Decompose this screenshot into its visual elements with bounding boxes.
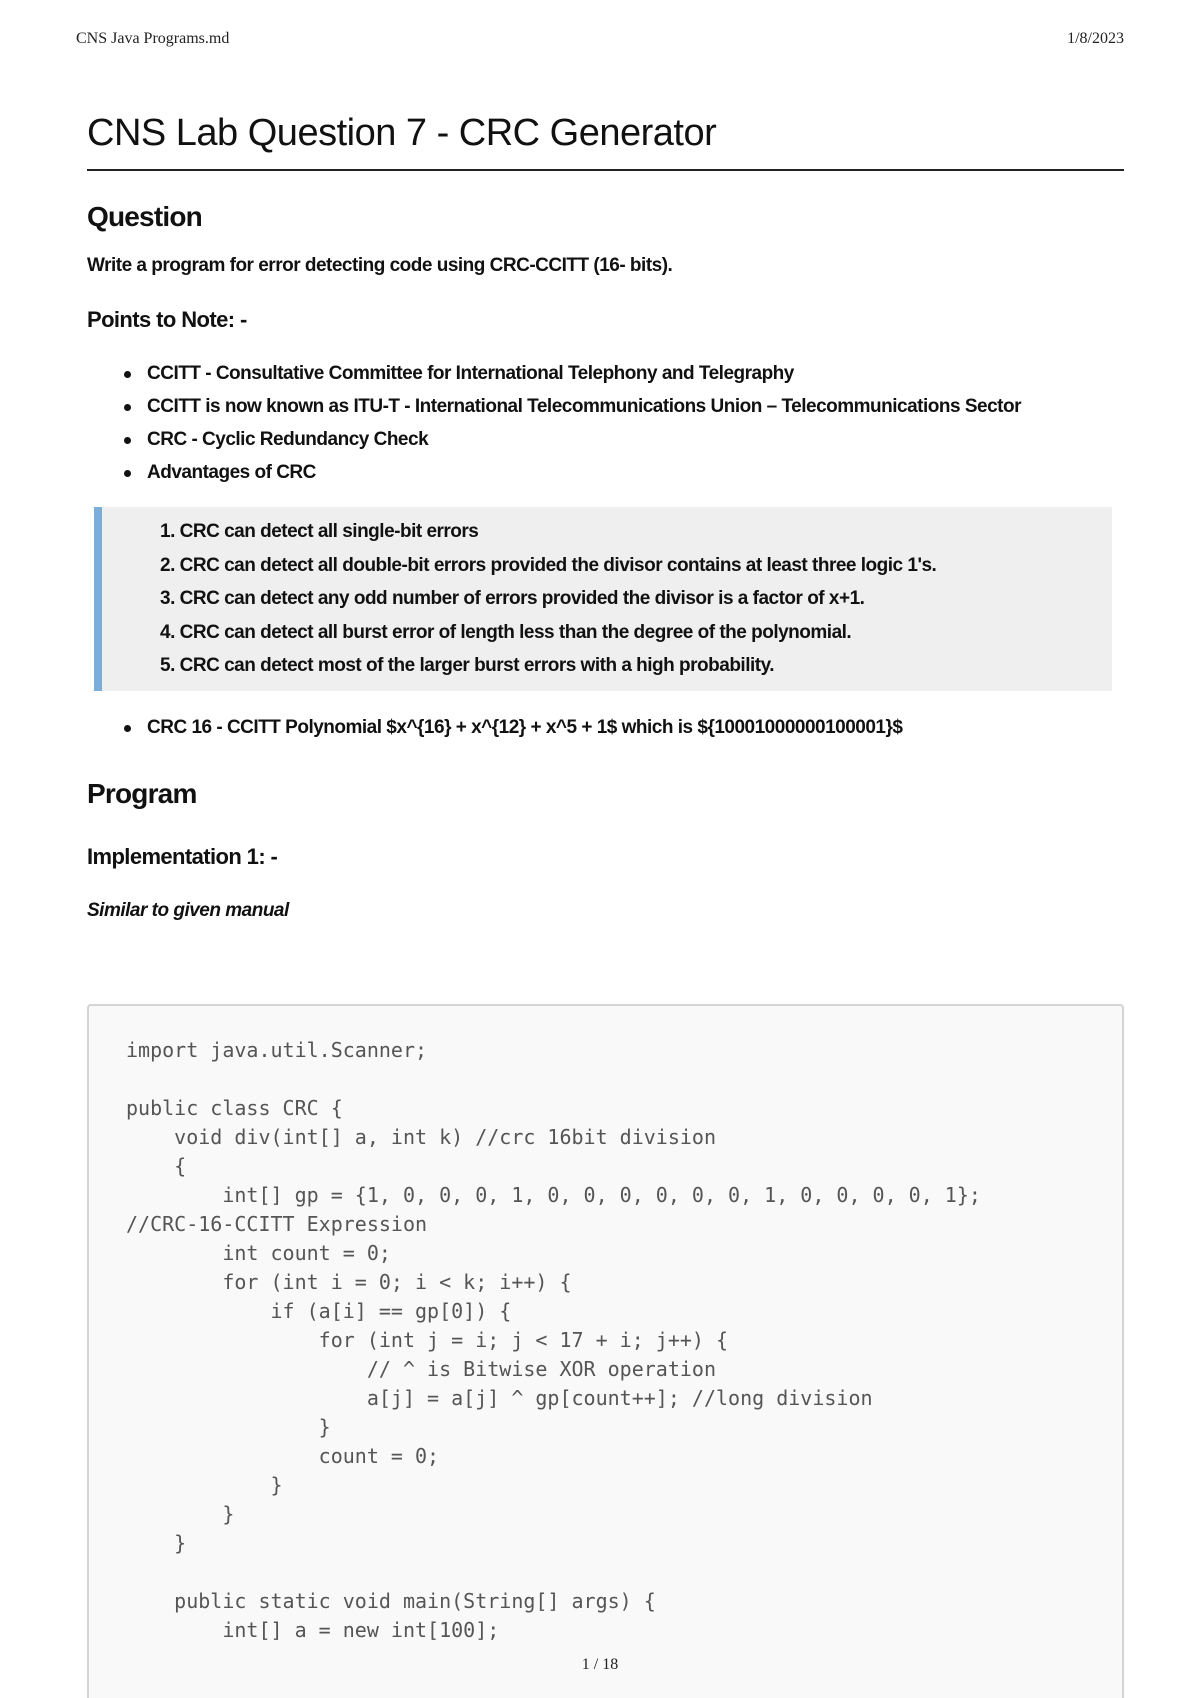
code-line: void div(int[] a, int k) //crc 16bit division — [126, 1125, 717, 1149]
list-item: 1. CRC can detect all single-bit errors — [160, 521, 479, 542]
list-item: 5. CRC can detect most of the larger burst errors with a high probability. — [160, 655, 775, 676]
page-number: 1 / 18 — [581, 1656, 619, 1673]
code-line: } — [126, 1473, 283, 1497]
implementation-heading: Implementation 1: - — [87, 843, 278, 869]
code-line: int[] a = new int[100]; — [126, 1618, 500, 1642]
list-item: 4. CRC can detect all burst error of length less than the degree of the polynomial. — [160, 621, 852, 643]
implementation-note: Similar to given manual — [87, 899, 289, 921]
list-item: 2. CRC can detect all double-bit errors provided the divisor contains at least three logic 1's. — [160, 554, 937, 576]
code-line: } — [126, 1531, 187, 1555]
code-line: int count = 0; — [126, 1241, 391, 1265]
header-file-name: CNS Java Programs.md — [76, 30, 230, 47]
list-item: CCITT - Consultative Committee for International Telephony and Telegraphy — [87, 357, 1124, 390]
code-line: int[] gp = {1, 0, 0, 0, 1, 0, 0, 0, 0, 0, 0, 1, 0, 0, 0, 0, 1}; — [126, 1183, 981, 1207]
code-line: // ^ is Bitwise XOR operation — [126, 1357, 717, 1381]
list-item: CRC 16 - CCITT Polynomial $x^{16} + x^{12} + x^5 + 1$ which is ${10001000000100001}$ — [87, 711, 1124, 744]
points-heading: Points to Note: - — [87, 307, 247, 332]
code-line — [126, 1558, 1122, 1587]
code-line: count = 0; — [126, 1444, 440, 1468]
question-text: Write a program for error detecting code using CRC-CCITT (16- bits). — [87, 255, 673, 276]
polynomial-list — [87, 711, 1124, 744]
code-line: public static void main(String[] args) { — [126, 1589, 656, 1613]
question-heading: Question — [87, 201, 202, 232]
code-line: { — [126, 1154, 187, 1178]
program-heading: Program — [87, 777, 197, 809]
document-body — [87, 112, 1124, 922]
code-line: //CRC-16-CCITT Expression — [126, 1212, 428, 1236]
list-item: CRC - Cyclic Redundancy Check — [87, 423, 1124, 456]
code-line: import java.util.Scanner; — [126, 1038, 428, 1062]
code-line: } — [126, 1502, 235, 1526]
code-line — [126, 1065, 1122, 1094]
code-line: public class CRC { — [126, 1096, 343, 1120]
code-block — [87, 1004, 1124, 1698]
code-line: a[j] = a[j] ^ gp[count++]; //long division — [126, 1386, 873, 1410]
code-line: if (a[i] == gp[0]) { — [126, 1299, 512, 1323]
list-item: 3. CRC can detect any odd number of errors provided the divisor is a factor of x+1. — [160, 588, 865, 609]
advantages-list — [102, 515, 1112, 683]
list-item: Advantages of CRC — [87, 456, 1124, 489]
points-list — [87, 357, 1124, 489]
code-line: } — [126, 1415, 331, 1439]
code-line: for (int i = 0; i < k; i++) { — [126, 1270, 572, 1294]
list-item: CCITT is now known as ITU-T - International Telecommunications Union – Telecommunications Sector — [87, 390, 1124, 423]
header-date: 1/8/2023 — [1067, 30, 1124, 47]
page-title: CNS Lab Question 7 - CRC Generator — [87, 112, 1124, 171]
advantages-blockquote — [94, 507, 1112, 691]
code-line: for (int j = i; j < 17 + i; j++) { — [126, 1328, 729, 1352]
